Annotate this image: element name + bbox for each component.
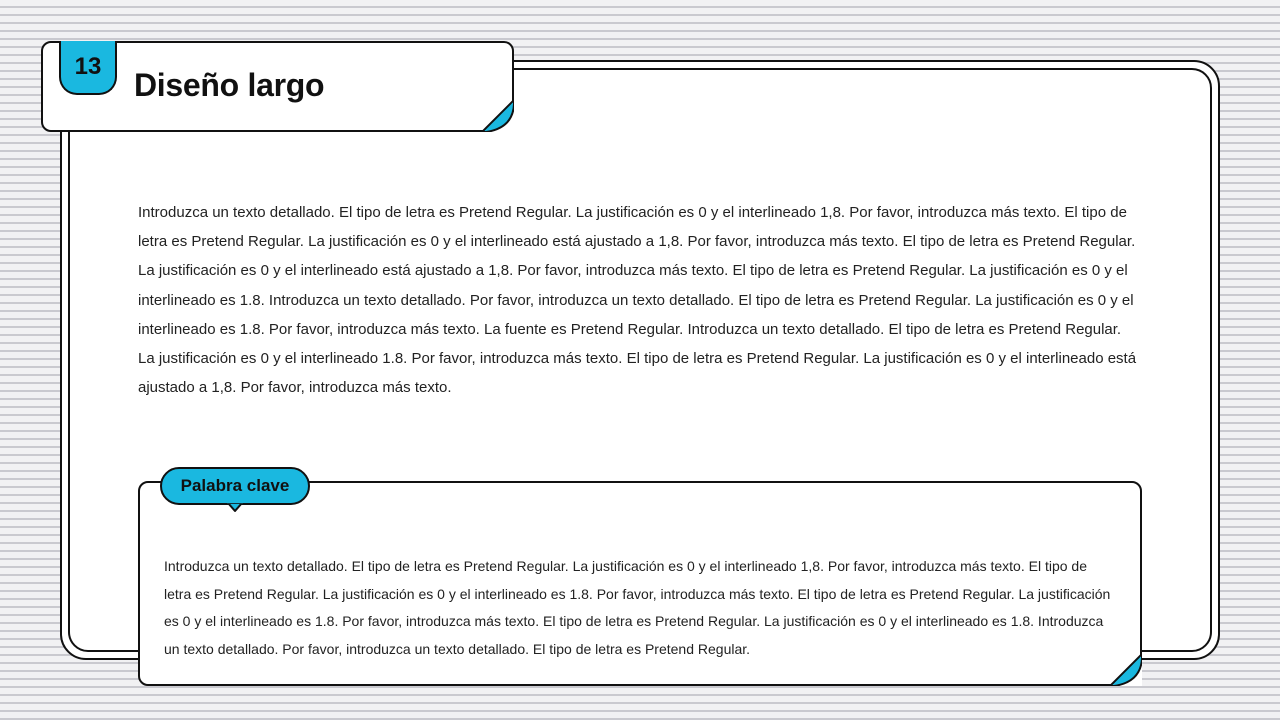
page-title: Diseño largo xyxy=(134,67,325,103)
speech-pointer-icon xyxy=(227,503,243,513)
keyword-box xyxy=(138,481,1142,686)
title-tab xyxy=(41,41,514,132)
page-fold-corner-icon xyxy=(482,100,514,132)
keyword-paragraph: Introduzca un texto detallado. El tipo de letra es Pretend Regular. La justificación es 0 y el interlineado 1,8. Por favor, introduzca más texto. El tipo de letra es Pretend Regular. La justificación es 0 y el interlineado es 1.8. Por favor, introduzca más texto. El tipo de letra es Pretend Regular. La justificación es 0 y el interlineado es 1.8. Por favor, introduzca más texto. El tipo de letra es Pretend Regular. La justificación es 0 y el interlineado es 1.8. Introduzca un texto detallado. Por favor, introduzca un texto detallado. El tipo de letra es Pretend Regular. xyxy=(164,558,1111,657)
page-fold-corner-icon xyxy=(1110,654,1142,686)
page-number-badge: 13 xyxy=(59,41,117,95)
body-paragraph: Introduzca un texto detallado. El tipo de letra es Pretend Regular. La justificación es 0 y el interlineado 1,8. Por favor, introduzca más texto. El tipo de letra es Pretend Regular. La justificación es 0 y el interlineado está ajustado a 1,8. Por favor, introduzca más texto. El tipo de letra es Pretend Regular. La justificación es 0 y el interlineado está ajustado a 1,8. Por favor, introduzca más texto. El tipo de letra es Pretend Regular. La justificación es 0 y el interlineado es 1.8. Introduzca un texto detallado. Por favor, introduzca un texto detallado. El tipo de letra es Pretend Regular. La justificación es 0 y el interlineado es 1.8. Por favor, introduzca más texto. La fuente es Pretend Regular. Introduzca un texto detallado. El tipo de letra es Pretend Regular. La justificación es 0 y el interlineado 1.8. Por favor, introduzca más texto. El tipo de letra es Pretend Regular. La justificación es 0 y el interlineado está ajustado a 1,8. Por favor, introduzca más texto. xyxy=(138,204,1137,397)
keyword-label: Palabra clave xyxy=(160,467,310,505)
